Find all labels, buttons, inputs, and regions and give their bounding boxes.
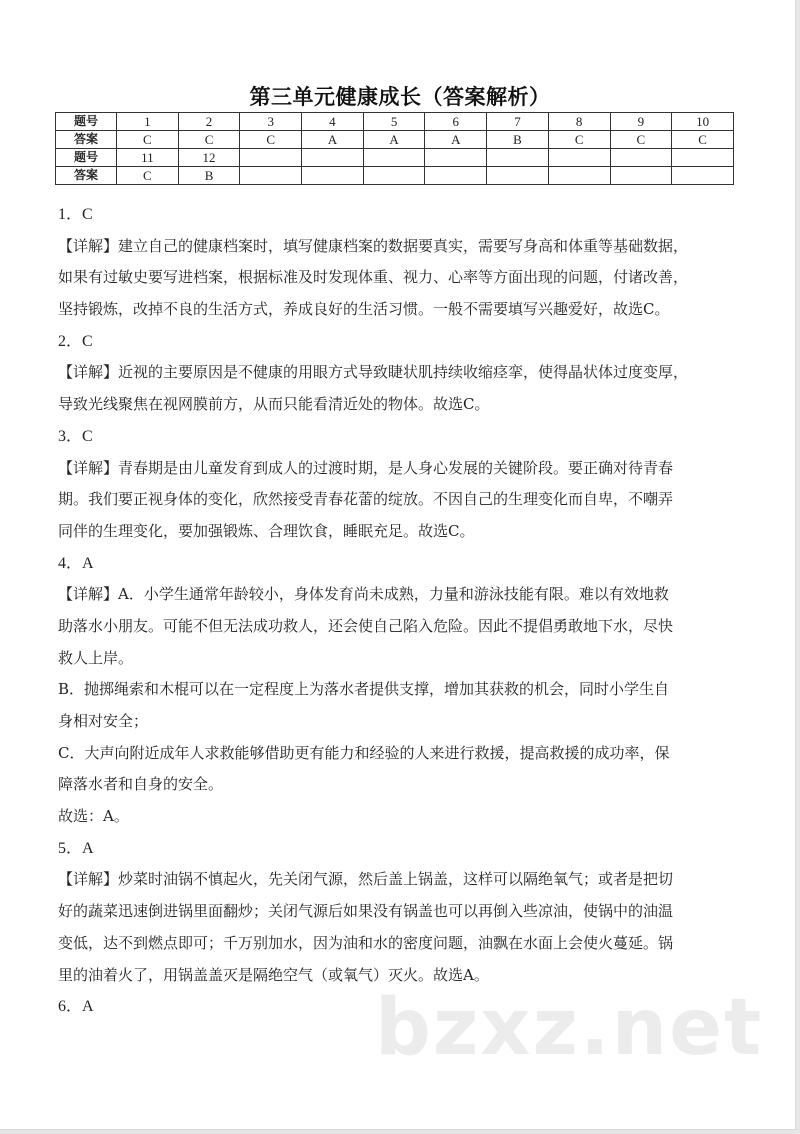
- explanation-line: 好的蔬菜迅速倒进锅里面翻炒；关闭气源后如果没有锅盖也可以再倒入些凉油，使锅中的油温: [58, 902, 674, 921]
- question-number-cell: [548, 149, 610, 167]
- question-number-cell: 8: [548, 113, 610, 131]
- answer-cell: [302, 167, 364, 185]
- question-number-cell: [302, 149, 364, 167]
- question-number-cell: 11: [117, 149, 179, 167]
- question-number-cell: 9: [610, 113, 672, 131]
- question-number-cell: 5: [363, 113, 425, 131]
- question-heading: 4．A: [58, 554, 94, 572]
- answer-cell: [425, 167, 487, 185]
- question-number-cell: 12: [178, 149, 240, 167]
- explanation-line: 同伴的生理变化，要加强锻炼、合理饮食，睡眠充足。故选C。: [58, 521, 475, 540]
- explanation-line: 里的油着火了，用锅盖盖灭是隔绝空气（或氧气）灭火。故选A。: [58, 965, 489, 984]
- question-number-cell: 3: [240, 113, 302, 131]
- explanation-line: B．抛掷绳索和木棍可以在一定程度上为落水者提供支撑，增加其获救的机会，同时小学生自: [58, 680, 670, 699]
- question-number-row: [56, 149, 734, 167]
- answer-cell: [487, 167, 549, 185]
- row-label: 题号: [56, 149, 117, 167]
- question-number-cell: [240, 149, 302, 167]
- answer-cell: C: [672, 131, 734, 149]
- question-number-cell: 7: [487, 113, 549, 131]
- row-label: 答案: [56, 131, 117, 149]
- answer-cell: C: [240, 131, 302, 149]
- question-number-cell: [487, 149, 549, 167]
- question-number-cell: 6: [425, 113, 487, 131]
- explanation-line: 坚持锻炼，改掉不良的生活方式，养成良好的生活习惯。一般不需要填写兴趣爱好，故选C。: [58, 300, 670, 319]
- answer-table: [55, 112, 734, 185]
- explanation-line: 救人上岸。: [58, 648, 134, 667]
- answer-cell: [610, 167, 672, 185]
- row-label: 答案: [56, 167, 117, 185]
- answer-cell: A: [363, 131, 425, 149]
- question-number-cell: 1: [117, 113, 179, 131]
- explanation-line: 导致光线聚焦在视网膜前方，从而只能看清近处的物体。故选C。: [58, 395, 490, 414]
- answer-cell: C: [117, 167, 179, 185]
- question-number-row: [56, 113, 734, 131]
- question-number-cell: [672, 149, 734, 167]
- answer-cell: A: [302, 131, 364, 149]
- question-number-cell: 4: [302, 113, 364, 131]
- explanation-line: 障落水者和自身的安全。: [58, 775, 224, 794]
- explanation-line: C．大声向附近成年人求救能够借助更有能力和经验的人来进行救援，提高救援的成功率，保: [58, 743, 670, 762]
- answer-cell: C: [548, 131, 610, 149]
- question-heading: 6．A: [58, 998, 94, 1016]
- answer-cell: A: [425, 131, 487, 149]
- answer-cell: C: [117, 131, 179, 149]
- answer-cell: B: [178, 167, 240, 185]
- answer-cell: B: [487, 131, 549, 149]
- document-title: 第三单元健康成长（答案解析）: [249, 85, 551, 109]
- answer-explanations: [58, 199, 738, 1023]
- question-number-cell: 10: [672, 113, 734, 131]
- watermark: bzxz.net: [375, 983, 764, 1073]
- row-label: 题号: [56, 113, 117, 131]
- answer-cell: C: [610, 131, 672, 149]
- explanation-line: 如果有过敏史要写进档案，根据标准及时发现体重、视力、心率等方面出现的问题，付诸改善，: [58, 268, 689, 287]
- explanation-line: 身相对安全；: [58, 712, 149, 730]
- explanation-line: 【详解】近视的主要原因是不健康的用眼方式导致睫状肌持续收缩痉挛，使得晶状体过度变厚，: [58, 363, 689, 382]
- answer-cell: [363, 167, 425, 185]
- answer-cell: [548, 167, 610, 185]
- question-number-cell: [425, 149, 487, 167]
- answer-cell: [240, 167, 302, 185]
- answer-row: [56, 131, 734, 149]
- explanation-line: 期。我们要正视身体的变化，欣然接受青春花蕾的绽放。不因自己的生理变化而自卑，不嘲弄: [58, 490, 674, 509]
- answer-cell: C: [178, 131, 240, 149]
- answer-row: [56, 167, 734, 185]
- question-heading: 1．C: [58, 206, 93, 223]
- question-heading: 2．C: [58, 332, 93, 350]
- explanation-line: 变低，达不到燃点即可；千万别加水，因为油和水的密度问题，油飘在水面上会使火蔓延。锅: [58, 933, 674, 952]
- explanation-line: 【详解】炒菜时油锅不慎起火，先关闭气源，然后盖上锅盖，这样可以隔绝氧气；或者是把切: [58, 870, 674, 889]
- explanation-line: 【详解】建立自己的健康档案时，填写健康档案的数据要真实，需要写身高和体重等基础数据，: [58, 236, 689, 255]
- question-heading: 3．C: [58, 427, 93, 445]
- question-number-cell: [610, 149, 672, 167]
- explanation-line: 【详解】青春期是由儿童发育到成人的过渡时期，是人身心发展的关键阶段。要正确对待青春: [58, 458, 674, 477]
- explanation-line: 故选：A。: [58, 807, 129, 826]
- question-heading: 5．A: [58, 839, 94, 857]
- question-number-cell: [363, 149, 425, 167]
- explanation-line: 【详解】A．小学生通常年龄较小，身体发育尚未成熟，力量和游泳技能有限。难以有效地救: [58, 585, 669, 604]
- explanation-line: 助落水小朋友。可能不但无法成功救人，还会使自己陷入危险。因此不提倡勇敢地下水，尽快: [58, 616, 674, 635]
- question-number-cell: 2: [178, 113, 240, 131]
- answer-cell: [672, 167, 734, 185]
